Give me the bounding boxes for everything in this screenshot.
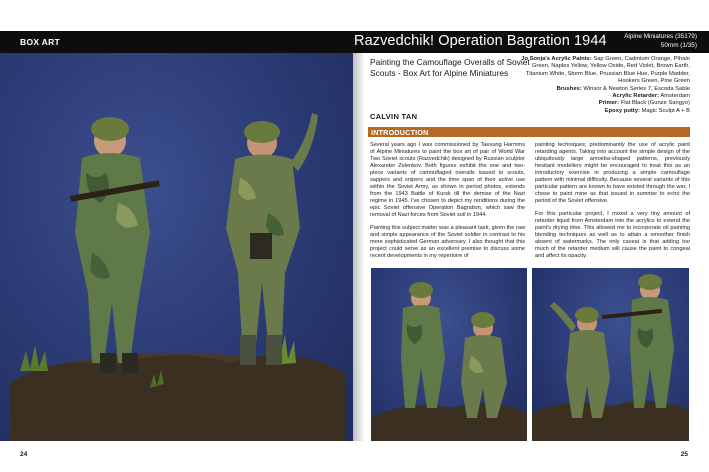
box-art-photo [0, 53, 353, 441]
paragraph: Painting this subject matter was a pleasant task, given the raw and simple appearance of the Soviet soldier in contrast to his more sophisticated German adversary. I also thought that this project could serve as an excellent premise to discuss some recent developments in my repertoire of [370, 225, 525, 259]
scouts-detail-image-2 [532, 268, 689, 441]
top-margin [0, 0, 709, 31]
text-column-1 [370, 142, 525, 266]
materials-list [515, 56, 690, 115]
article-subtitle: Painting the Camouflage Overalls of Soviet Scouts - Box Art for Alpine Miniatures [370, 57, 530, 78]
section-label: BOX ART [20, 37, 61, 47]
retarder-entry [515, 93, 690, 100]
epoxy-entry [515, 108, 690, 115]
paragraph: Several years ago I was commissioned by Taesung Harmms of Alpine Miniatures to paint the box art of pair of World War Two Soviet scouts (Razvedchik) designed by Russian sculptor Alexander Zelenkov. Both figures exhibit the one and two-piece variants of camouflaged overalls issued to scouts, sappers and snipers and the time span of their active use within the Soviet Army, as shown in period photos, extends from the 1943 Battle of Kursk till the demise of the Nazi regime in 1945. I've chosen to depict my renditions during the epic Soviet offensive Operation Bagration, which saw the removal of Nazi forces from Soviet soil in 1944. [370, 142, 525, 218]
primer-entry [515, 100, 690, 107]
detail-photo-1 [371, 268, 527, 441]
paragraph: For this particular project, I mixed a very tiny amount of retarder liquid from Amsterdam into the acrylics to extend the paint's drying time. This allowed me to incorporate oil painting blending techniques as well as to attain a smoother finish absent of watermarks. The only caveat is that adding too much of the retarder medium will cause the paint to congeal and affect its opacity. [535, 211, 690, 259]
brushes-entry [515, 86, 690, 93]
bottom-margin [0, 441, 709, 472]
page-gutter [353, 53, 365, 441]
scale-line: 50mm (1/35) [660, 41, 697, 49]
soviet-scouts-figures-image [0, 53, 353, 441]
acrylics-entry [515, 56, 690, 86]
article-title: Razvedchik! Operation Bagration 1944 [354, 33, 607, 49]
acrylics-value: Sap Green, Cadmium Orange, Pthalo Green, Naples Yellow, Yellow Oxide, Red Violet, Brown Earth, Titanium White, Storm Blue, Prussian Blue Hue, Purple Madder, Hookers Green, Pine Green [525, 56, 690, 85]
epoxy-value: Magic Sculpt A + B [641, 107, 690, 114]
left-scout-figure [70, 117, 160, 373]
section-heading: INTRODUCTION [371, 128, 429, 137]
retarder-label: Acrylic Retarder: [612, 93, 660, 100]
scouts-detail-image-1 [371, 268, 527, 441]
product-info [624, 33, 697, 50]
page-number-left: 24 [20, 451, 28, 458]
primer-value: Flat Black (Gunze Sangyo) [620, 100, 690, 107]
paragraph: painting techniques; predominantly the use of acrylic paint retarding agents. Taking into account the simple design of the ubiquitously large amoeba-shaped patterns, previously hesitant modellers might be encouraged to treat this as an introductory exercise in producing a simple camouflage pattern with minimal difficulty. Because several variants of this particular pattern are known to have existed through the war, I chose to paint mine as that issued in summer to echo the period of the Soviet offensive. [535, 142, 690, 204]
page-number-right: 25 [680, 451, 688, 458]
text-column-2 [535, 142, 690, 266]
primer-label: Primer: [598, 100, 620, 107]
retarder-value: Amsterdam [660, 93, 690, 100]
brushes-value: Winsor & Newton Series 7, Escoda Sable [583, 85, 690, 92]
epoxy-label: Epoxy putty: [604, 107, 640, 114]
product-line: Alpine Miniatures (35179) [624, 33, 697, 40]
author-name: CALVIN TAN [370, 112, 418, 121]
detail-photo-2 [532, 268, 689, 441]
brushes-label: Brushes: [556, 85, 582, 92]
acrylics-label: Jo Sonja's Acrylic Paints: [521, 56, 592, 62]
right-scout-figure [226, 113, 318, 365]
